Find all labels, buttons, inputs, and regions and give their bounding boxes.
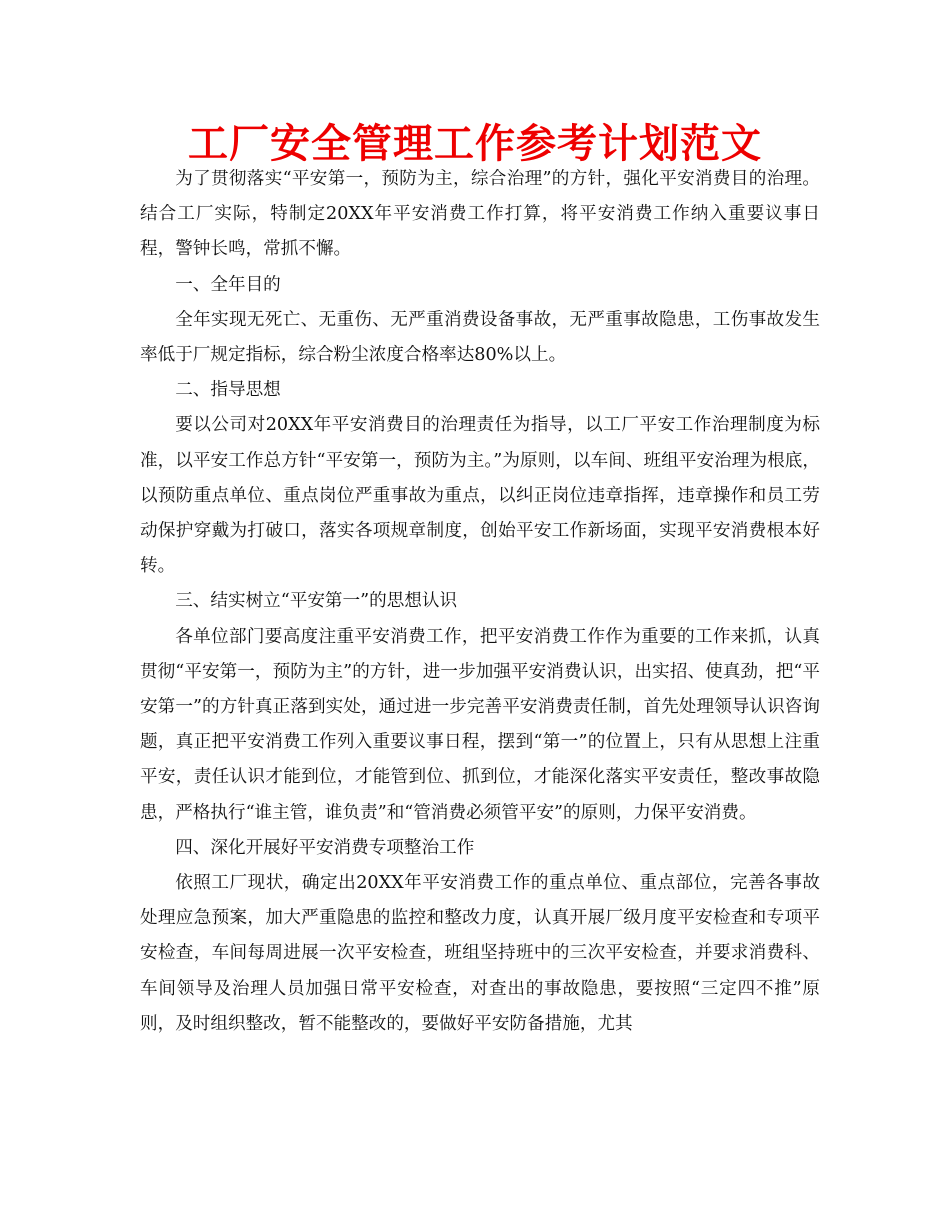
document-body: [140, 162, 820, 1042]
section-heading-special-rectification: 四、深化开展好平安消费专项整治工作: [175, 837, 475, 858]
annual-goal-paragraph: 全年实现无死亡、无重伤、无严重消费设备事故，无严重事故隐患，工伤事故发生率低于厂规定指标，综合粉尘浓度合格率达80%以上。: [140, 309, 820, 366]
section-heading-guiding-thought: 二、指导思想: [175, 380, 281, 401]
special-rectification-paragraph: 依照工厂现状，确定出20XX年平安消费工作的重点单位、重点部位，完善各事故处理应急预案，加大严重隐患的监控和整改力度，认真开展厂级月度平安检查和专项平安检查，车间每周进展一次平安检查，班组坚持班中的三次平安检查，并要求消费科、车间领导及治理人员加强日常平安检查，对查出的事故隐患，要按照“三定四不推”原则，及时组织整改，暂不能整改的，要做好平安防备措施，尤其: [140, 873, 820, 1034]
guiding-thought-paragraph: 要以公司对20XX年平安消费目的治理责任为指导，以工厂平安工作治理制度为标准，以平安工作总方针“平安第一，预防为主。”为原则，以车间、班组平安治理为根底，以预防重点单位、重点岗位严重事故为重点，以纠正岗位违章指挥，违章操作和员工劳动保护穿戴为打破口，落实各项规章制度，创始平安工作新场面，实现平安消费根本好转。: [140, 415, 820, 577]
section-heading-annual-goal: 一、全年目的: [175, 274, 281, 295]
section-heading-safety-first: 三、结实树立“平安第一”的思想认识: [175, 591, 458, 612]
document-title: 工厂安全管理工作参考计划范文: [188, 121, 762, 167]
safety-first-paragraph: 各单位部门要高度注重平安消费工作，把平安消费工作作为重要的工作来抓，认真贯彻“平安第一，预防为主”的方针，进一步加强平安消费认识，出实招、使真劲，把“平安第一”的方针真正落到实处，通过进一步完善平安消费责任制，首先处理领导认识咨询题，真正把平安消费工作列入重要议事日程，摆到“第一”的位置上，只有从思想上注重平安，责任认识才能到位，才能管到位、抓到位，才能深化落实平安责任，整改事故隐患，严格执行“谁主管，谁负责”和“管消费必须管平安”的原则，力保平安消费。: [140, 626, 820, 823]
intro-paragraph: 为了贯彻落实“平安第一，预防为主，综合治理”的方针，强化平安消费目的治理。结合工厂实际，特制定20XX年平安消费工作打算，将平安消费工作纳入重要议事日程，警钟长鸣，常抓不懈。: [140, 169, 820, 260]
